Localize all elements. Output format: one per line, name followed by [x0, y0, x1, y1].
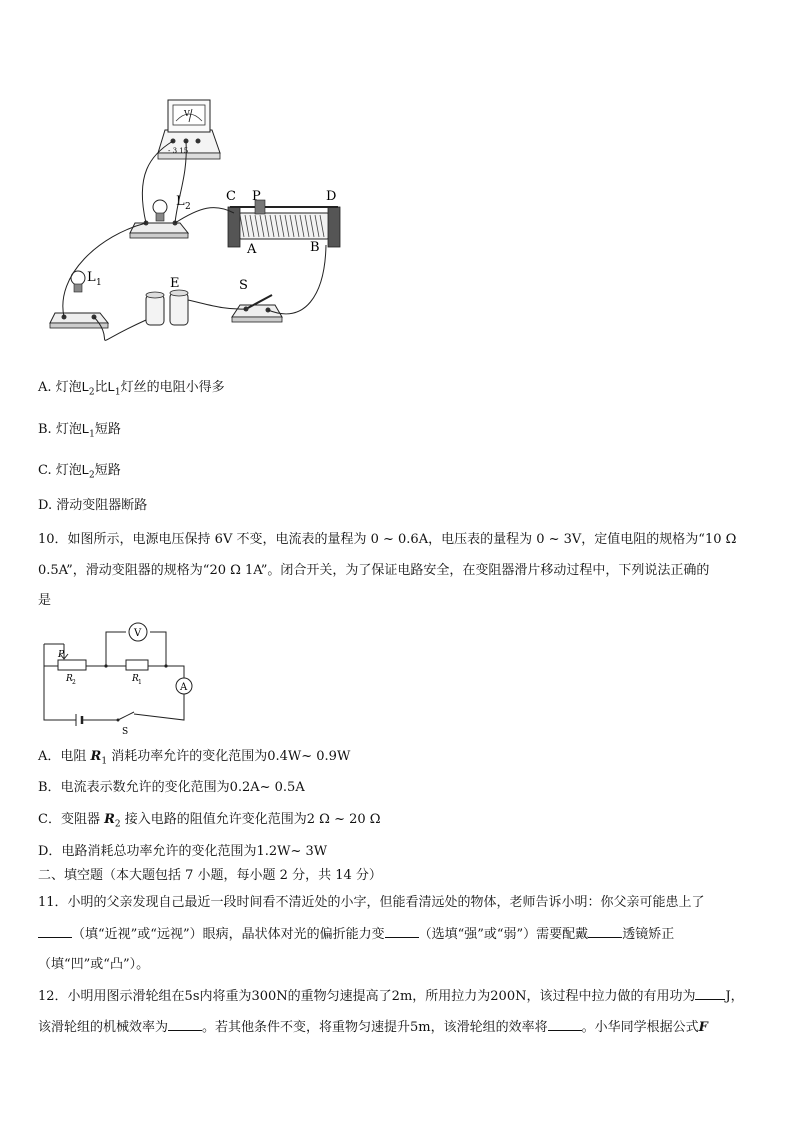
q9-option-a: A. 灯泡$L_2$比$L_1$灯丝的电阻小得多: [38, 379, 225, 398]
terminal-A-label: A: [247, 242, 257, 257]
q12-line-2: 该滑轮组的机械效率为 。若其他条件不变，将重物匀速提升5m，该滑轮组的效率将 。小华同学根据公式F: [38, 1020, 708, 1035]
circuit-photo-figure: [40, 95, 360, 350]
voltmeter-symbol-label: V: [134, 628, 142, 639]
q10-option-c: C．变阻器 $R_2$ 接入电路的阻值允许变化范围为2 Ω ~ 20 Ω: [38, 812, 381, 830]
lamp-L1: [50, 270, 108, 328]
ammeter-symbol-label: A: [180, 682, 188, 693]
q11-line-1: 11．小明的父亲发现自己最近一段时间看不清近处的小字，但能看清远处的物体，老师告诉小明：你父亲可能患上了: [38, 895, 705, 910]
q10-option-b: B．电流表示数允许的变化范围为0.2A~ 0.5A: [38, 780, 305, 795]
blank-input[interactable]: [695, 987, 725, 1000]
q10-circuit-diagram: [38, 622, 198, 737]
q10-line-3: 是: [38, 593, 52, 608]
switch-S: [232, 278, 282, 322]
wires: [63, 141, 326, 340]
blank-input[interactable]: [385, 925, 419, 938]
switch-S-label: S: [122, 727, 129, 737]
lamp-L2: [130, 194, 191, 238]
slider-P-label: P: [252, 189, 261, 204]
blank-input[interactable]: [38, 925, 72, 938]
blank-input[interactable]: [168, 1018, 202, 1031]
terminal-D-label: D: [326, 189, 337, 204]
terminal-C-label: C: [226, 189, 236, 204]
R1-label: R: [132, 674, 139, 684]
L2-sub: 2: [185, 202, 191, 212]
q9-option-d: D. 滑动变阻器断路: [38, 498, 148, 513]
L1-label: L: [87, 270, 96, 285]
battery-E: [146, 276, 188, 325]
R1-sub: 1: [138, 679, 142, 686]
q10-line-1: 10．如图所示，电源电压保持 6V 不变，电流表的量程为 0 ~ 0.6A，电压表的量程为 0 ~ 3V，定值电阻的规格为“10 Ω: [38, 532, 737, 547]
L1-sub: 1: [96, 278, 102, 288]
blank-input[interactable]: [588, 925, 622, 938]
battery-E-label: E: [170, 276, 180, 291]
voltmeter-terminals: - 3 15: [168, 147, 189, 155]
switch-S-label: S: [239, 278, 248, 293]
L2-label: L: [176, 194, 185, 209]
q12-line-1: 12．小明用图示滑轮组在5s内将重为300N的重物匀速提高了2m，所用拉力为200N，该过程中拉力做的有用功为 J，: [38, 989, 744, 1004]
rheostat: [226, 189, 340, 257]
voltmeter-label: V: [184, 109, 190, 118]
q10-option-d: D．电路消耗总功率允许的变化范围为1.2W~ 3W: [38, 844, 328, 859]
q11-line-2: （填“近视”或“远视”）眼病，晶状体对光的偏折能力变 （选填“强”或“弱”）需要配戴 透镜矫正: [38, 925, 758, 944]
voltmeter: [158, 100, 220, 159]
slider-P-label: P: [58, 650, 65, 660]
blank-input[interactable]: [548, 1018, 582, 1031]
q9-option-c: C. 灯泡$L_2$短路: [38, 462, 121, 481]
q9-option-b: B. 灯泡$L_1$短路: [38, 421, 121, 440]
q11-line-3: （填“凹”或“凸”）。: [38, 957, 150, 972]
R2-sub: 2: [72, 679, 76, 686]
q10-option-a: A．电阻 $R_1$ 消耗功率允许的变化范围为0.4W~ 0.9W: [38, 749, 351, 767]
section-2-title: 二、填空题（本大题包括 7 小题，每小题 2 分，共 14 分）: [38, 868, 382, 883]
terminal-B-label: B: [310, 240, 320, 255]
q10-line-2: 0.5A”，滑动变阻器的规格为“20 Ω 1A”。闭合开关，为了保证电路安全，在变阻器滑片移动过程中，下列说法正确的: [38, 563, 710, 578]
R2-label: R: [66, 674, 73, 684]
